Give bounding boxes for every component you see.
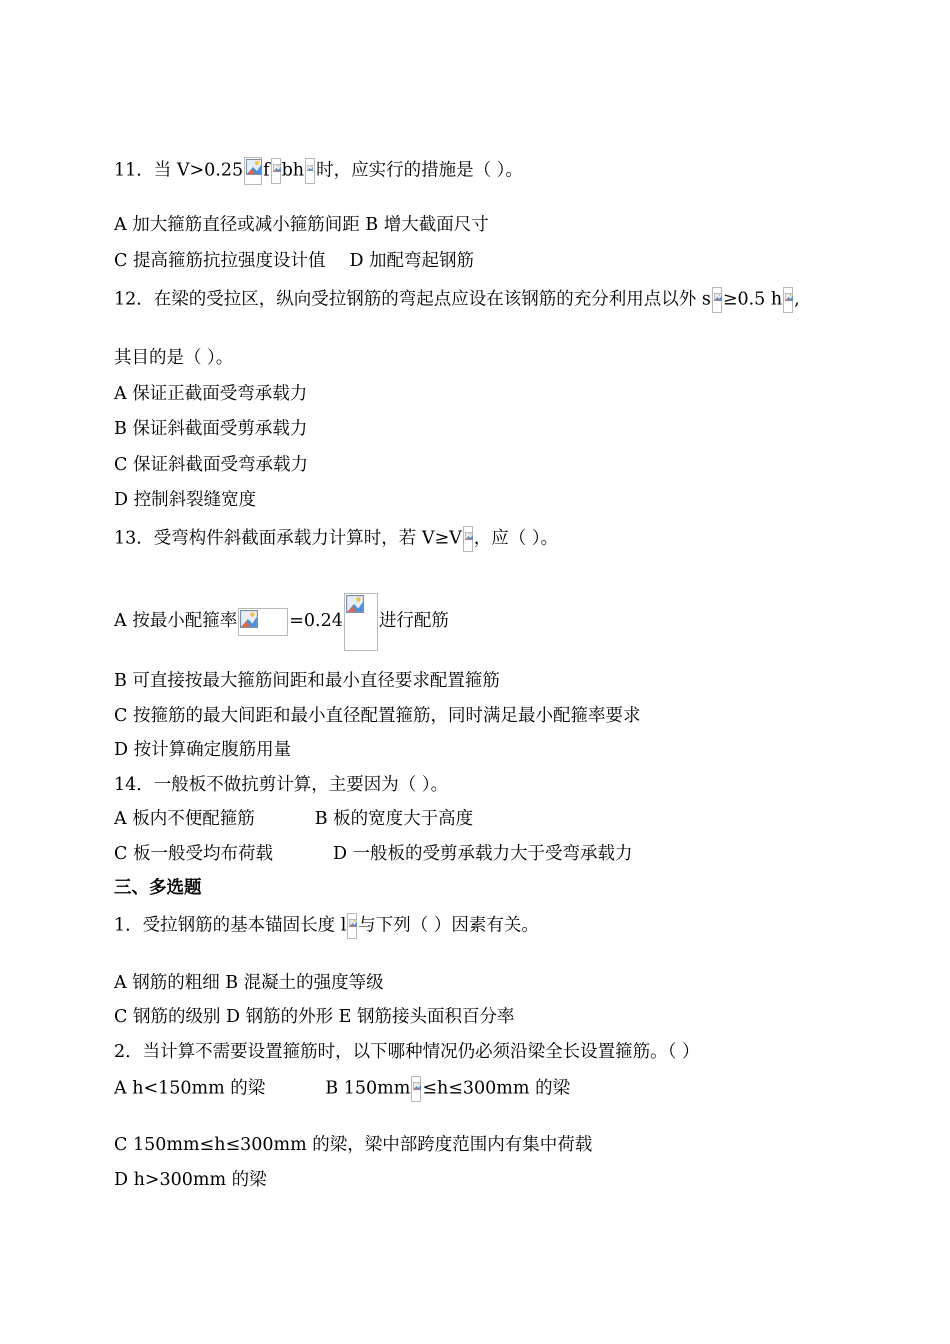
q11-option-a: A 加大箍筋直径或减小箍筋间距 — [114, 215, 360, 235]
broken-image-icon — [783, 287, 793, 313]
m1-options-cde: C 钢筋的级别 D 钢筋的外形 E 钢筋接头面积百分率 — [114, 1007, 515, 1027]
q11-option-b: B 增大截面尺寸 — [365, 215, 489, 235]
broken-image-icon — [411, 1076, 421, 1102]
m2-option-d: D h>300mm 的梁 — [114, 1170, 267, 1190]
broken-image-icon — [244, 157, 262, 185]
q11-options-ab — [114, 214, 489, 236]
q11-option-d: D 加配弯起钢筋 — [349, 251, 475, 271]
q13-option-a-3: 进行配筋 — [378, 611, 449, 631]
q14-option-c: C 板一般受均布荷载 — [114, 844, 273, 864]
q12-option-b: B 保证斜截面受剪承载力 — [114, 419, 308, 439]
q11-stem — [114, 157, 523, 185]
broken-image-icon — [712, 287, 722, 313]
q11-options-cd — [114, 250, 474, 272]
q13-option-b: B 可直接按最大箍筋间距和最小直径要求配置箍筋 — [114, 671, 500, 691]
q14-stem: 14．一般板不做抗剪计算，主要因为（ ）。 — [114, 775, 449, 795]
m2-option-a: A h<150mm 的梁 — [114, 1078, 266, 1099]
m1-options-ab: A 钢筋的粗细 B 混凝土的强度等级 — [114, 973, 384, 993]
m2-option-b-2: ≤h≤300mm 的梁 — [422, 1078, 571, 1099]
q13-option-a — [114, 592, 449, 651]
q12-stem-a: 12．在梁的受拉区，纵向受拉钢筋的弯起点应设在该钢筋的充分利用点以外 s — [114, 289, 711, 310]
m2-options-ab — [114, 1076, 570, 1102]
q13-option-d: D 按计算确定腹筋用量 — [114, 740, 292, 760]
q13-option-a-2: =0.24 — [289, 611, 343, 631]
m2-option-c: C 150mm≤h≤300mm 的梁，梁中部跨度范围内有集中荷载 — [114, 1135, 593, 1155]
q11-stem-a: 11．当 V>0.25 — [114, 160, 244, 181]
q14-option-b: B 板的宽度大于高度 — [314, 809, 474, 829]
q13-stem-a: 13．受弯构件斜截面承载力计算时，若 V≥V — [114, 528, 462, 549]
q13-option-c: C 按箍筋的最大间距和最小直径配置箍筋，同时满足最小配箍率要求 — [114, 706, 641, 726]
q12-stem-cont: 其目的是（ ）。 — [114, 348, 234, 368]
q13-stem — [114, 526, 558, 552]
q11-option-c: C 提高箍筋抗拉强度设计值 — [114, 251, 326, 271]
m2-stem: 2．当计算不需要设置箍筋时，以下哪种情况仍必须沿梁全长设置箍筋。（ ） — [114, 1042, 700, 1062]
q14-options-cd — [114, 843, 633, 865]
q11-stem-c: bh — [281, 160, 305, 181]
broken-image-icon — [344, 593, 378, 651]
q13-stem-b: ，应（ ）。 — [473, 528, 559, 549]
broken-image-icon — [271, 158, 281, 184]
q11-stem-d: 时，应实行的措施是（ ）。 — [316, 160, 523, 181]
broken-image-icon — [463, 526, 473, 552]
q12-stem — [114, 287, 800, 313]
q11-stem-b: f — [263, 160, 270, 181]
m1-stem — [114, 913, 539, 939]
m2-option-b-1: B 150mm — [325, 1078, 411, 1099]
broken-image-icon — [238, 608, 288, 636]
q12-stem-c: , — [794, 289, 800, 310]
q12-stem-b: ≥0.5 h — [722, 289, 783, 310]
q14-option-a: A 板内不便配箍筋 — [114, 809, 255, 829]
q14-option-d: D 一般板的受剪承载力大于受弯承载力 — [332, 844, 633, 864]
m1-stem-b: 与下列（ ）因素有关。 — [358, 915, 539, 936]
broken-image-icon — [305, 158, 315, 184]
broken-image-icon — [347, 913, 357, 939]
section-title: 三、多选题 — [114, 878, 202, 898]
q12-option-a: A 保证正截面受弯承载力 — [114, 384, 308, 404]
q14-options-ab — [114, 808, 473, 830]
q13-option-a-1: A 按最小配箍率 — [114, 611, 238, 631]
q12-option-d: D 控制斜裂缝宽度 — [114, 490, 257, 510]
q12-option-c: C 保证斜截面受弯承载力 — [114, 455, 308, 475]
m1-stem-a: 1．受拉钢筋的基本锚固长度 l — [114, 915, 347, 936]
